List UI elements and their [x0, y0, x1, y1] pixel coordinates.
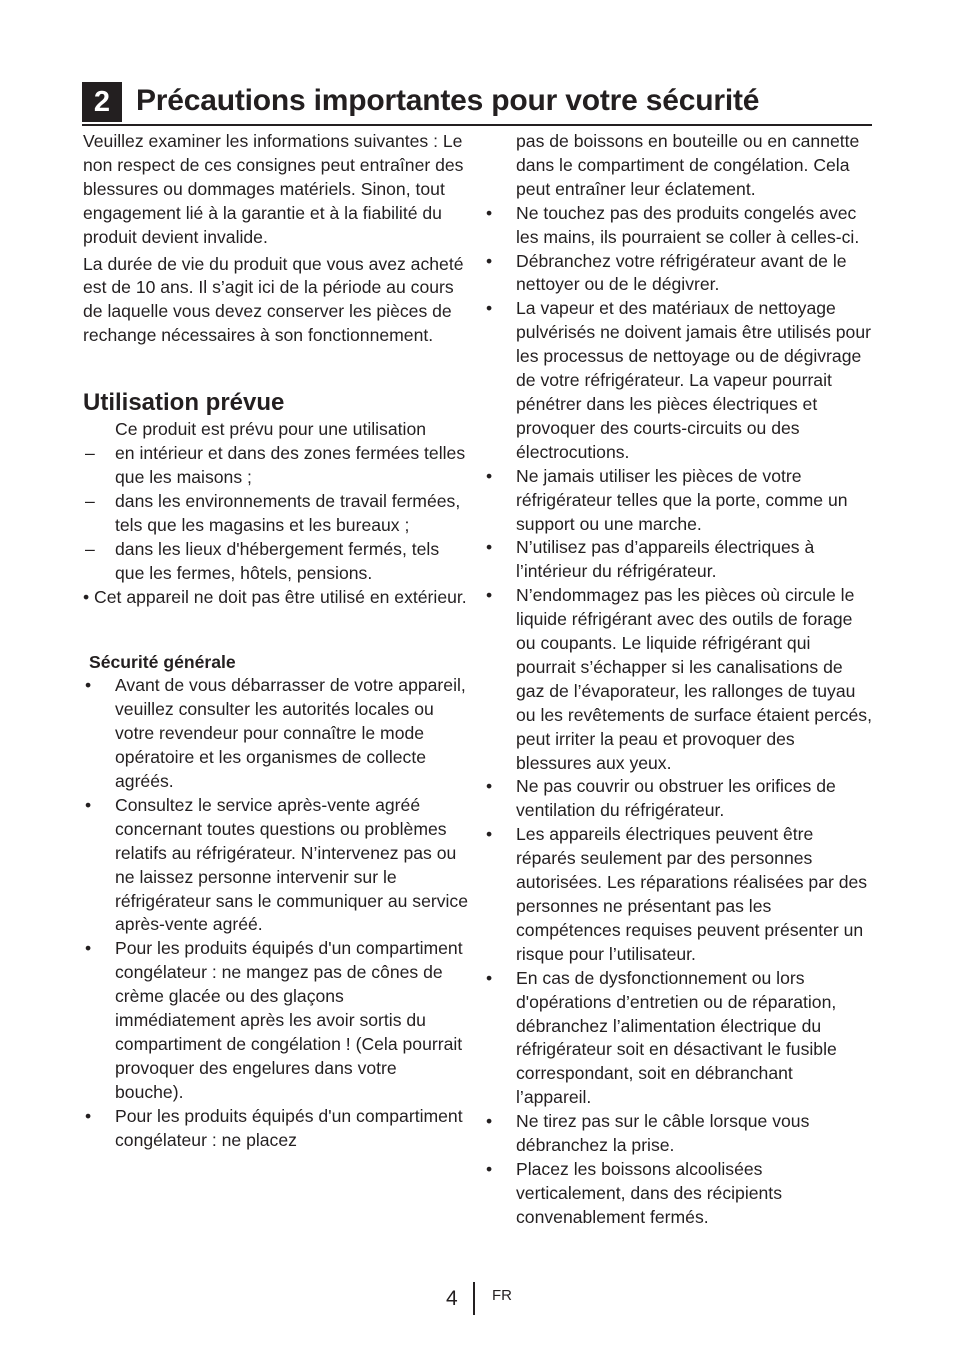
- general-safety-list-left: [83, 674, 468, 1152]
- list-item: [83, 674, 468, 794]
- dash-marker: –: [85, 490, 95, 511]
- bullet-marker: •: [486, 465, 493, 486]
- list-item-text: Avant de vous débarrasser de votre appareil, veuillez consulter les autorités locales ou votre revendeur pour connaître le mode opératoire et les organismes de collecte agréés.: [115, 675, 466, 792]
- page-footer: [0, 1282, 954, 1318]
- list-item-text: Placez les boissons alcoolisées verticalement, dans des récipients convenablement fermés.: [516, 1158, 782, 1227]
- bullet-marker: •: [486, 1111, 493, 1132]
- list-item-text: Les appareils électriques peuvent être réparés seulement par des personnes autorisées. Les réparations réalisées par des personnes ne présentant pas les compétences requises peuvent présenter un risque pour l’utilisateur.: [516, 824, 868, 964]
- section-header: [82, 80, 872, 126]
- intro-paragraph-1: Veuillez examiner les informations suivantes : Le non respect de ces consignes peut entraîner des blessures ou dommages matériels. Sinon, tout engagement lié à la garantie et à la fiabilité du produit devient invalide.: [83, 131, 464, 247]
- general-safety-list-right: [484, 202, 872, 1230]
- intro-paragraph-2: La durée de vie du produit que vous avez acheté est de 10 ans. Il s’agit ici de la période au cours de laquelle vous devez conserver les pièces de rechange nécessaires à son fonctionnement.: [83, 253, 464, 346]
- dash-marker: –: [85, 538, 95, 559]
- list-item-text: Consultez le service après-vente agréé concernant toutes questions ou problèmes relatifs au réfrigérateur. N’intervenez pas ou ne laissez personne intervenir sur le réfrigérateur sans le communiquer au service après-vente agréé.: [115, 794, 469, 935]
- bullet-marker: •: [486, 824, 493, 845]
- bullet-marker: •: [486, 202, 493, 223]
- list-item: [484, 465, 872, 537]
- list-item: [484, 775, 872, 823]
- list-item: [484, 967, 872, 1110]
- section-number-badge: 2: [82, 82, 122, 122]
- list-item: [83, 490, 468, 538]
- general-safety-heading: Sécurité générale: [89, 652, 236, 673]
- list-item: [83, 538, 468, 586]
- bullet-marker: •: [85, 675, 92, 696]
- list-item: [83, 794, 468, 937]
- list-item: [484, 1110, 872, 1158]
- bullet-marker: •: [486, 967, 493, 988]
- list-item-text: Ne touchez pas des produits congelés avec les mains, ils pourraient se coller à celles-ci.: [516, 202, 860, 247]
- list-item-text: N’utilisez pas d’appareils électriques à l’intérieur du réfrigérateur.: [516, 537, 815, 582]
- dash-marker: –: [85, 443, 95, 464]
- list-item-text: Ne pas couvrir ou obstruer les orifices de ventilation du réfrigérateur.: [516, 776, 836, 821]
- list-item: [484, 584, 872, 775]
- bullet-marker: •: [85, 938, 92, 959]
- bullet-marker: •: [486, 776, 493, 797]
- list-item: [484, 536, 872, 584]
- list-item-text: dans les environnements de travail fermées, tels que les magasins et les bureaux ;: [115, 490, 461, 535]
- list-item-text: dans les lieux d'hébergement fermés, tels que les fermes, hôtels, pensions.: [115, 538, 440, 583]
- list-item-text: Ne tirez pas sur le câble lorsque vous débranchez la prise.: [516, 1111, 810, 1156]
- intended-use-list: [83, 442, 468, 585]
- list-item-text: en intérieur et dans des zones fermées telles que les maisons ;: [115, 443, 466, 487]
- list-item-text: Pour les produits équipés d'un compartiment congélateur : ne mangez pas de cônes de crème glacée ou des glaçons immédiatement après les avoir sortis du compartiment de congélation ! (Cela pourrait provoquer des engelures dans votre bouche).: [115, 938, 463, 1102]
- list-item-text: Ne jamais utiliser les pièces de votre réfrigérateur telles que la porte, comme un support ou une marche.: [516, 465, 848, 534]
- list-item: [83, 442, 468, 490]
- list-item-text: Débranchez votre réfrigérateur avant de le nettoyer ou de le dégivrer.: [516, 250, 847, 295]
- list-item-text: En cas de dysfonctionnement ou lors d'opérations d’entretien ou de réparation, débranchez l’alimentation électrique du réfrigérateur soit en désactivant le fusible correspondant, soit en débranchant l’appareil.: [516, 967, 837, 1108]
- list-item: [484, 1158, 872, 1230]
- bullet-marker: •: [85, 794, 92, 815]
- bullet-marker: •: [85, 1105, 92, 1126]
- outdoor-note: • Cet appareil ne doit pas être utilisé en extérieur.: [83, 586, 467, 607]
- list-item-text: Pour les produits équipés d'un compartiment congélateur : ne placez: [115, 1105, 463, 1150]
- bullet-marker: •: [486, 585, 493, 606]
- bullet-marker: •: [486, 537, 493, 558]
- list-item: [484, 202, 872, 250]
- bullet-marker: •: [486, 1158, 493, 1179]
- intended-use-heading: Utilisation prévue: [83, 389, 285, 417]
- page-title: Précautions importantes pour votre sécurité: [136, 84, 760, 117]
- list-item: [484, 297, 872, 464]
- language-code: FR: [492, 1287, 512, 1304]
- bullet-marker: •: [486, 298, 493, 319]
- list-item: [484, 823, 872, 966]
- list-item: [83, 937, 468, 1104]
- right-column: [484, 130, 872, 1230]
- list-item: [83, 1105, 468, 1153]
- list-item-text: La vapeur et des matériaux de nettoyage pulvérisés ne doivent jamais être utilisés pour les processus de nettoyage ou de dégivrage de votre réfrigérateur. La vapeur pourrait pénétrer dans les pièces électriques et provoquer des courts-circuits ou des électrocutions.: [516, 298, 871, 462]
- footer-divider: [473, 1282, 475, 1315]
- page-number: 4: [446, 1287, 458, 1310]
- list-item-text: N’endommagez pas les pièces où circule le liquide réfrigérant avec des outils de forage ou coupants. Le liquide réfrigérant qui pourrait s’échapper si les canalisations de gaz de l’évaporateur, les rallonges de tuyau ou les revêtements de surface étaient percés, peut irriter la peau et provoquer des blessures aux yeux.: [516, 585, 872, 773]
- list-item: [484, 250, 872, 298]
- continued-item-text: pas de boissons en bouteille ou en cannette dans le compartiment de congélation. Cela peut entraîner leur éclatement.: [516, 131, 860, 199]
- left-column: [83, 130, 468, 1153]
- intended-use-lead: Ce produit est prévu pour une utilisation: [115, 419, 427, 440]
- bullet-marker: •: [486, 250, 493, 271]
